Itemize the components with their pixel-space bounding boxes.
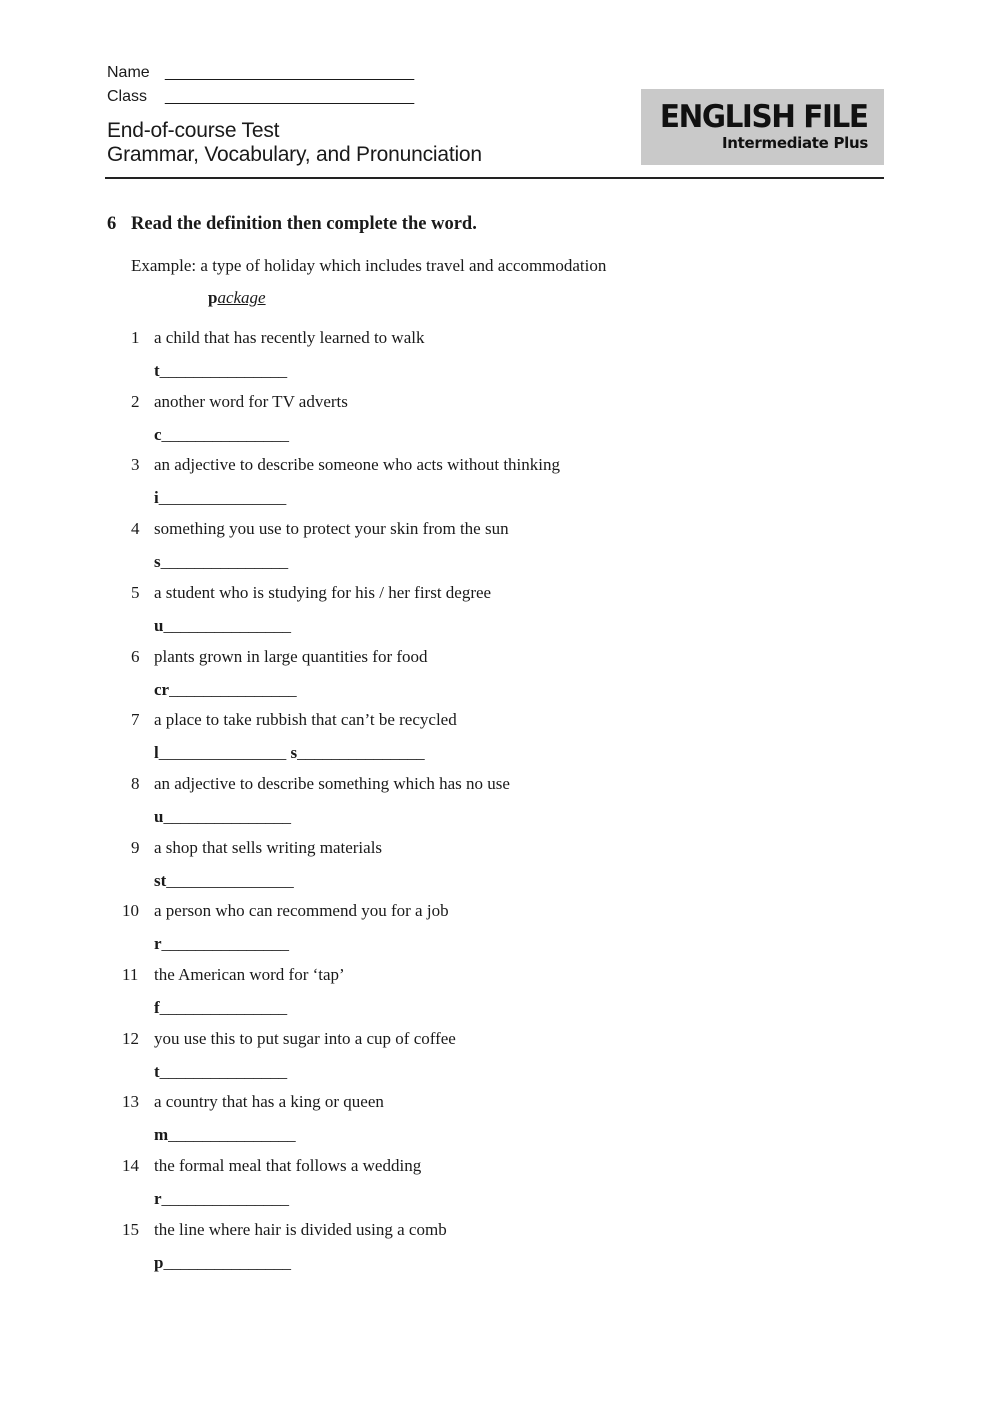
question-number: 12	[122, 1029, 139, 1048]
answer-blank[interactable]: _______________	[168, 1125, 296, 1144]
answer-field[interactable]	[154, 552, 288, 572]
class-field[interactable]	[107, 88, 414, 106]
question-number: 8	[131, 774, 140, 793]
answer-blank[interactable]: _______________	[158, 743, 287, 762]
question-number: 2	[131, 392, 140, 411]
task-instruction: Read the definition then complete the word.	[131, 214, 477, 234]
example-answer	[208, 288, 266, 308]
answer-blank[interactable]: _______________	[159, 998, 288, 1017]
question-number: 5	[131, 583, 140, 602]
question-number: 1	[131, 328, 140, 347]
answer-field[interactable]	[154, 807, 291, 827]
answer-field[interactable]	[154, 1253, 291, 1273]
brand-level: Intermediate Plus	[721, 134, 868, 152]
question-number: 3	[131, 455, 140, 474]
example-first-letter: p	[208, 288, 218, 307]
question-definition: a country that has a king or queen	[154, 1092, 384, 1111]
answer-second-first-letter: s	[290, 743, 298, 762]
name-field[interactable]	[107, 64, 414, 82]
answer-first-letter: t	[154, 1062, 160, 1081]
answer-field[interactable]	[154, 934, 289, 954]
answer-first-letter: r	[154, 934, 162, 953]
name-blank[interactable]: ____________________________	[165, 64, 415, 81]
question-definition: a person who can recommend you for a job	[154, 901, 449, 920]
header-divider	[105, 177, 884, 179]
answer-blank[interactable]: _______________	[161, 425, 290, 444]
question-number: 9	[131, 838, 140, 857]
answer-first-letter: m	[154, 1125, 169, 1144]
question-definition: a student who is studying for his / her first degree	[154, 583, 492, 602]
task-number: 6	[107, 214, 117, 234]
answer-first-letter: r	[154, 1189, 162, 1208]
question-definition: an adjective to describe someone who acts without thinking	[154, 455, 561, 474]
answer-first-letter: u	[154, 807, 164, 826]
answer-first-letter: i	[154, 488, 159, 507]
example-completion: ackage	[217, 288, 266, 307]
question-number: 14	[122, 1156, 139, 1175]
question-definition: an adjective to describe something which has no use	[154, 774, 510, 793]
answer-field[interactable]	[154, 743, 425, 763]
answer-blank[interactable]: _______________	[159, 1062, 288, 1081]
test-subtitle: Grammar, Vocabulary, and Pronunciation	[107, 143, 482, 166]
question-definition: plants grown in large quantities for food	[154, 647, 428, 666]
answer-field[interactable]	[154, 1189, 289, 1209]
answer-field[interactable]	[154, 616, 291, 636]
question-number: 7	[131, 710, 140, 729]
answer-blank[interactable]: _______________	[166, 871, 294, 890]
question-definition: a child that has recently learned to walk	[154, 328, 425, 347]
question-number: 15	[122, 1220, 139, 1239]
answer-blank[interactable]: _______________	[163, 1253, 291, 1272]
question-number: 13	[122, 1092, 139, 1111]
answer-field[interactable]	[154, 1062, 287, 1082]
answer-blank[interactable]: _______________	[159, 361, 288, 380]
question-definition: the line where hair is divided using a comb	[154, 1220, 447, 1239]
answer-first-letter: u	[154, 616, 164, 635]
answer-field[interactable]	[154, 998, 287, 1018]
question-definition: a shop that sells writing materials	[154, 838, 383, 857]
question-definition: the formal meal that follows a wedding	[154, 1156, 422, 1175]
question-definition: another word for TV adverts	[154, 392, 348, 411]
answer-field[interactable]	[154, 871, 294, 891]
task-heading	[107, 214, 477, 235]
answer-blank[interactable]: _______________	[158, 488, 287, 507]
answer-first-letter: s	[154, 552, 161, 571]
question-definition: something you use to protect your skin from the sun	[154, 519, 509, 538]
answer-first-letter: l	[154, 743, 159, 762]
question-definition: you use this to put sugar into a cup of coffee	[154, 1029, 456, 1048]
name-label: Name	[107, 64, 150, 81]
answer-first-letter: st	[154, 871, 167, 890]
answer-first-letter: f	[154, 998, 160, 1017]
answer-blank[interactable]: _______________	[160, 552, 289, 571]
answer-first-letter: cr	[154, 680, 170, 699]
answer-blank[interactable]: _______________	[161, 1189, 290, 1208]
answer-first-letter: c	[154, 425, 162, 444]
question-number: 10	[122, 901, 139, 920]
example-definition: Example: a type of holiday which includes travel and accommodation	[131, 256, 607, 275]
brand-name: ENGLISH FILE	[660, 99, 868, 135]
answer-field[interactable]	[154, 361, 287, 381]
answer-field[interactable]	[154, 488, 286, 508]
question-definition: the American word for ‘tap’	[154, 965, 345, 984]
answer-first-letter: t	[154, 361, 160, 380]
answer-blank[interactable]: _______________	[161, 934, 290, 953]
answer-field[interactable]	[154, 1125, 296, 1145]
class-label: Class	[107, 88, 148, 105]
test-title: End-of-course Test	[107, 119, 280, 142]
brand-logo-box	[641, 89, 884, 165]
question-number: 6	[131, 647, 140, 666]
answer-second-blank[interactable]: _______________	[297, 743, 425, 762]
question-number: 11	[122, 965, 139, 984]
question-number: 4	[131, 519, 140, 538]
answer-blank[interactable]: _______________	[169, 680, 297, 699]
answer-first-letter: p	[154, 1253, 164, 1272]
answer-field[interactable]	[154, 425, 289, 445]
answer-blank[interactable]: _______________	[163, 807, 291, 826]
class-blank[interactable]: ____________________________	[165, 88, 415, 105]
question-definition: a place to take rubbish that can’t be recycled	[154, 710, 457, 729]
answer-field[interactable]	[154, 680, 297, 700]
answer-blank[interactable]: _______________	[163, 616, 291, 635]
